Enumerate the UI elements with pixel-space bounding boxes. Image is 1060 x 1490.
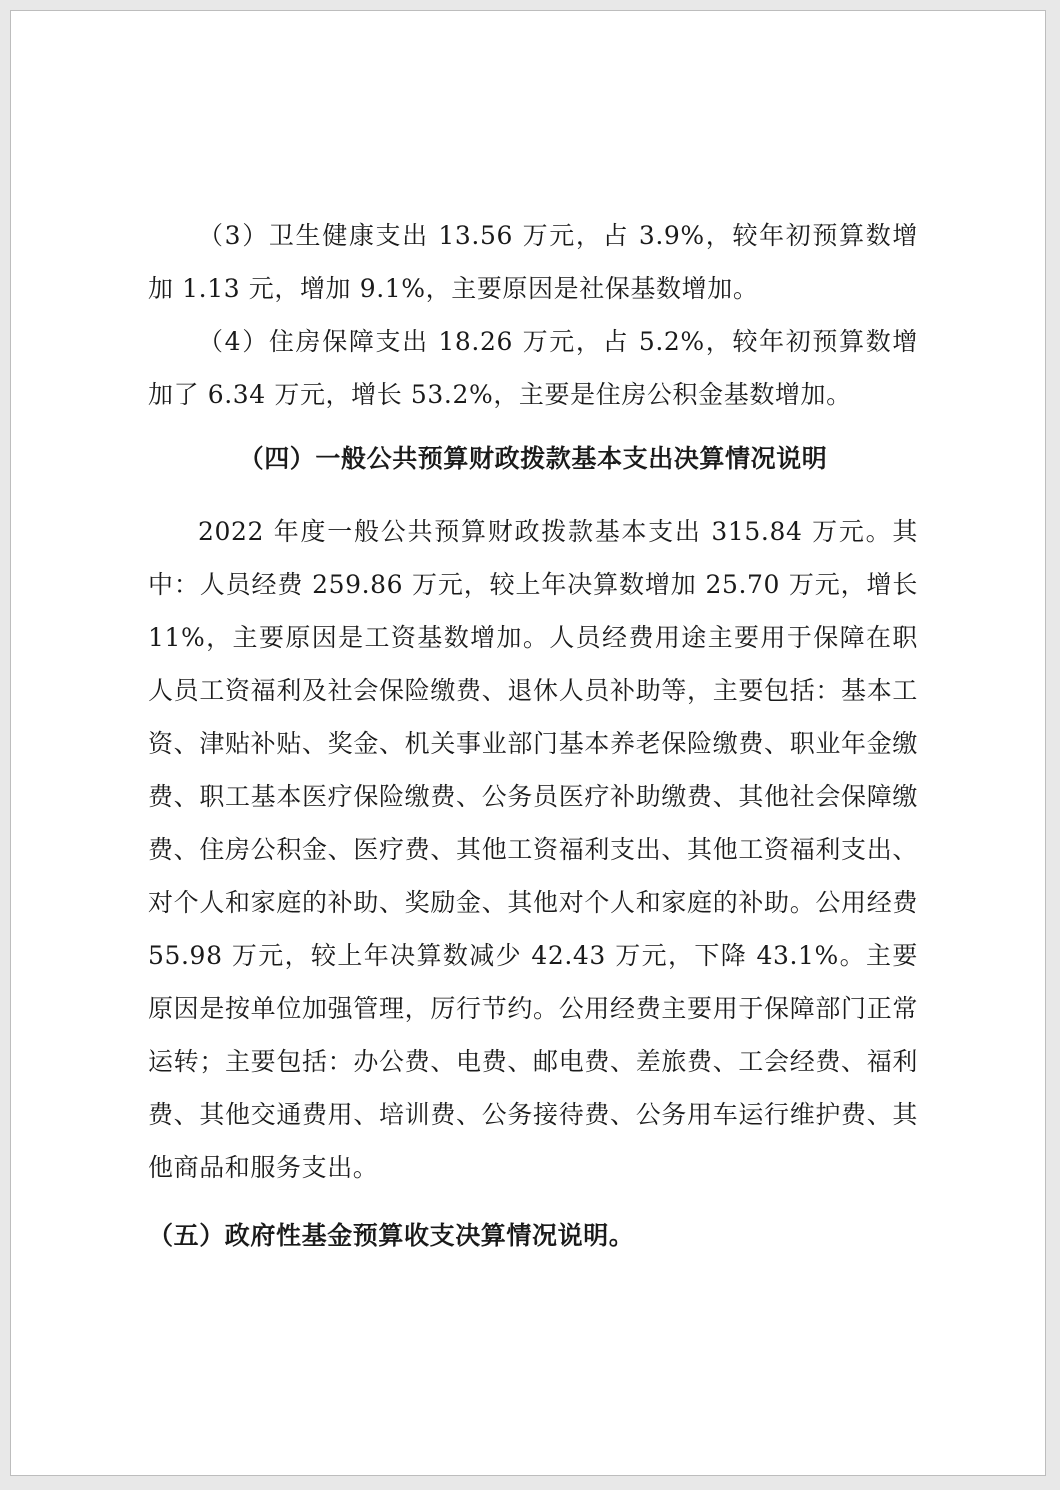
section-4-body: 2022 年度一般公共预算财政拨款基本支出 315.84 万元。其中：人员经费 259.86 万元，较上年决算数增加 25.70 万元，增长 11%，主要原因是工资基数增加。人员经费用途主要用于保障在职人员工资福利及社会保险缴费、退休人员补助等，主要包括：基本工资、津贴补贴、奖金、机关事业部门基本养老保险缴费、职业年金缴费、职工基本医疗保险缴费、公务员医疗补助缴费、其他社会保障缴费、住房公积金、医疗费、其他工资福利支出、其他工资福利支出、对个人和家庭的补助、奖励金、其他对个人和家庭的补助。公用经费 55.98 万元，较上年决算数减少 42.43 万元，下降 43.1%。主要原因是按单位加强管理，厉行节约。公用经费主要用于保障部门正常运转；主要包括：办公费、电费、邮电费、差旅费、工会经费、福利费、其他交通费用、培训费、公务接待费、公务用车运行维护费、其他商品和服务支出。	[148, 517, 918, 1182]
section-4-heading: （四）一般公共预算财政拨款基本支出决算情况说明	[238, 444, 828, 473]
section-5-heading: （五）政府性基金预算收支决算情况说明。	[148, 1221, 635, 1250]
paragraph-housing-expenditure: （4）住房保障支出 18.26 万元，占 5.2%，较年初预算数增加了 6.34 万元，增长 53.2%，主要是住房公积金基数增加。	[148, 327, 918, 409]
paragraph-health-expenditure: （3）卫生健康支出 13.56 万元，占 3.9%，较年初预算数增加 1.13 元，增加 9.1%，主要原因是社保基数增加。	[148, 221, 918, 303]
document-content	[148, 209, 918, 1262]
document-page	[10, 10, 1046, 1476]
